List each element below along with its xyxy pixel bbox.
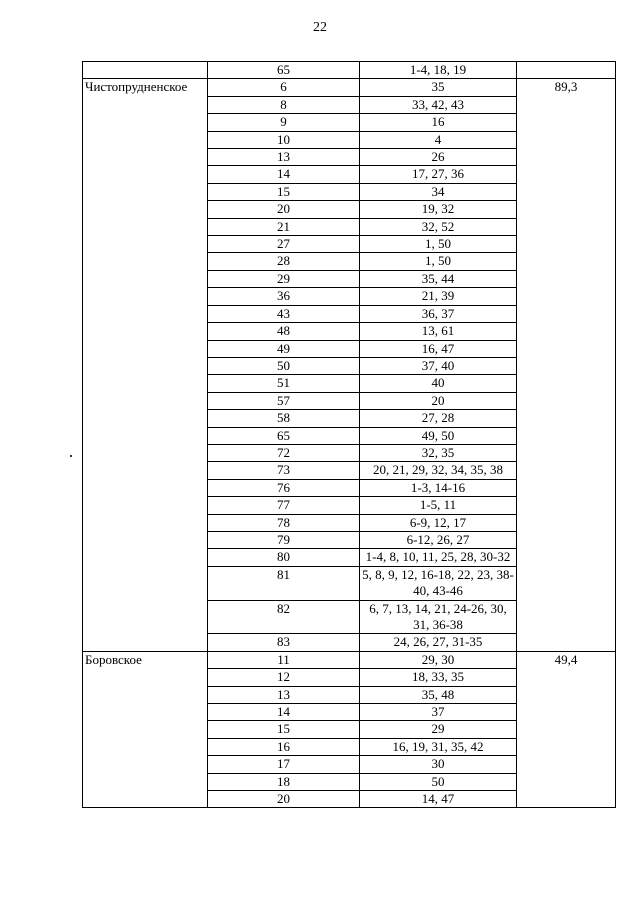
- table-row: [83, 62, 616, 79]
- quarter-number-cell: 83: [208, 634, 360, 651]
- scan-speck: [70, 455, 72, 457]
- quarter-number-cell: 10: [208, 131, 360, 148]
- parcel-numbers-cell: 30: [360, 756, 517, 773]
- table-row: [83, 79, 616, 96]
- quarter-number-cell: 21: [208, 218, 360, 235]
- parcel-numbers-cell: 17, 27, 36: [360, 166, 517, 183]
- quarter-number-cell: 48: [208, 323, 360, 340]
- page-number: 22: [313, 20, 327, 35]
- parcel-numbers-cell: 24, 26, 27, 31-35: [360, 634, 517, 651]
- table-body: [83, 62, 616, 808]
- parcel-numbers-cell: 1, 50: [360, 253, 517, 270]
- parcel-numbers-cell: 1-4, 8, 10, 11, 25, 28, 30-32: [360, 549, 517, 566]
- parcel-numbers-cell: 21, 39: [360, 288, 517, 305]
- quarter-number-cell: 81: [208, 566, 360, 600]
- area-cell: 49,4: [517, 651, 616, 808]
- parcel-numbers-cell: 29: [360, 721, 517, 738]
- parcel-numbers-cell: 1-5, 11: [360, 497, 517, 514]
- parcel-numbers-cell: 35, 44: [360, 270, 517, 287]
- parcel-numbers-cell: 1-3, 14-16: [360, 479, 517, 496]
- parcel-numbers-cell: 4: [360, 131, 517, 148]
- area-cell: 89,3: [517, 79, 616, 651]
- quarter-number-cell: 20: [208, 201, 360, 218]
- quarter-number-cell: 72: [208, 444, 360, 461]
- quarter-number-cell: 18: [208, 773, 360, 790]
- quarter-number-cell: 51: [208, 375, 360, 392]
- quarter-number-cell: 14: [208, 166, 360, 183]
- parcel-numbers-cell: 16, 47: [360, 340, 517, 357]
- quarter-number-cell: 65: [208, 62, 360, 79]
- parcel-numbers-cell: 37, 40: [360, 357, 517, 374]
- parcel-numbers-cell: 33, 42, 43: [360, 96, 517, 113]
- parcel-numbers-cell: 40: [360, 375, 517, 392]
- quarter-number-cell: 15: [208, 183, 360, 200]
- quarter-number-cell: 79: [208, 531, 360, 548]
- quarter-number-cell: 12: [208, 669, 360, 686]
- district-name-cell: Боровское: [83, 651, 208, 808]
- parcel-numbers-cell: 20, 21, 29, 32, 34, 35, 38: [360, 462, 517, 479]
- quarter-number-cell: 27: [208, 236, 360, 253]
- parcel-numbers-cell: 34: [360, 183, 517, 200]
- parcel-numbers-cell: 49, 50: [360, 427, 517, 444]
- quarter-number-cell: 57: [208, 392, 360, 409]
- parcel-numbers-cell: 29, 30: [360, 651, 517, 668]
- quarter-number-cell: 16: [208, 738, 360, 755]
- quarter-number-cell: 73: [208, 462, 360, 479]
- quarter-number-cell: 50: [208, 357, 360, 374]
- quarter-number-cell: 78: [208, 514, 360, 531]
- quarter-number-cell: 15: [208, 721, 360, 738]
- parcel-numbers-cell: 6-12, 26, 27: [360, 531, 517, 548]
- district-name-cell: Чистопрудненское: [83, 79, 208, 651]
- parcel-numbers-cell: 6, 7, 13, 14, 21, 24-26, 30, 31, 36-38: [360, 600, 517, 634]
- parcel-numbers-cell: 26: [360, 149, 517, 166]
- district-name-cell: [83, 62, 208, 79]
- parcel-numbers-cell: 18, 33, 35: [360, 669, 517, 686]
- parcel-numbers-cell: 32, 52: [360, 218, 517, 235]
- quarter-number-cell: 29: [208, 270, 360, 287]
- quarter-number-cell: 14: [208, 704, 360, 721]
- parcel-numbers-cell: 50: [360, 773, 517, 790]
- parcel-numbers-cell: 35: [360, 79, 517, 96]
- quarter-number-cell: 82: [208, 600, 360, 634]
- parcel-numbers-cell: 5, 8, 9, 12, 16-18, 22, 23, 38-40, 43-46: [360, 566, 517, 600]
- parcel-numbers-cell: 6-9, 12, 17: [360, 514, 517, 531]
- parcel-numbers-cell: 27, 28: [360, 410, 517, 427]
- quarter-number-cell: 58: [208, 410, 360, 427]
- quarter-number-cell: 13: [208, 686, 360, 703]
- quarter-number-cell: 8: [208, 96, 360, 113]
- quarter-number-cell: 65: [208, 427, 360, 444]
- parcel-numbers-cell: 16, 19, 31, 35, 42: [360, 738, 517, 755]
- quarter-number-cell: 80: [208, 549, 360, 566]
- parcel-numbers-cell: 20: [360, 392, 517, 409]
- quarter-number-cell: 28: [208, 253, 360, 270]
- quarter-number-cell: 17: [208, 756, 360, 773]
- table-row: [83, 651, 616, 668]
- forest-parcels-table: [82, 61, 616, 808]
- parcel-numbers-cell: 32, 35: [360, 444, 517, 461]
- parcel-numbers-cell: 13, 61: [360, 323, 517, 340]
- parcel-numbers-cell: 36, 37: [360, 305, 517, 322]
- parcel-numbers-cell: 35, 48: [360, 686, 517, 703]
- area-cell: [517, 62, 616, 79]
- parcel-numbers-cell: 14, 47: [360, 791, 517, 808]
- quarter-number-cell: 36: [208, 288, 360, 305]
- quarter-number-cell: 76: [208, 479, 360, 496]
- quarter-number-cell: 49: [208, 340, 360, 357]
- parcel-numbers-cell: 37: [360, 704, 517, 721]
- quarter-number-cell: 20: [208, 791, 360, 808]
- quarter-number-cell: 77: [208, 497, 360, 514]
- quarter-number-cell: 43: [208, 305, 360, 322]
- quarter-number-cell: 9: [208, 114, 360, 131]
- parcel-numbers-cell: 1, 50: [360, 236, 517, 253]
- quarter-number-cell: 6: [208, 79, 360, 96]
- quarter-number-cell: 11: [208, 651, 360, 668]
- parcel-numbers-cell: 16: [360, 114, 517, 131]
- parcel-numbers-cell: 1-4, 18, 19: [360, 62, 517, 79]
- parcel-numbers-cell: 19, 32: [360, 201, 517, 218]
- quarter-number-cell: 13: [208, 149, 360, 166]
